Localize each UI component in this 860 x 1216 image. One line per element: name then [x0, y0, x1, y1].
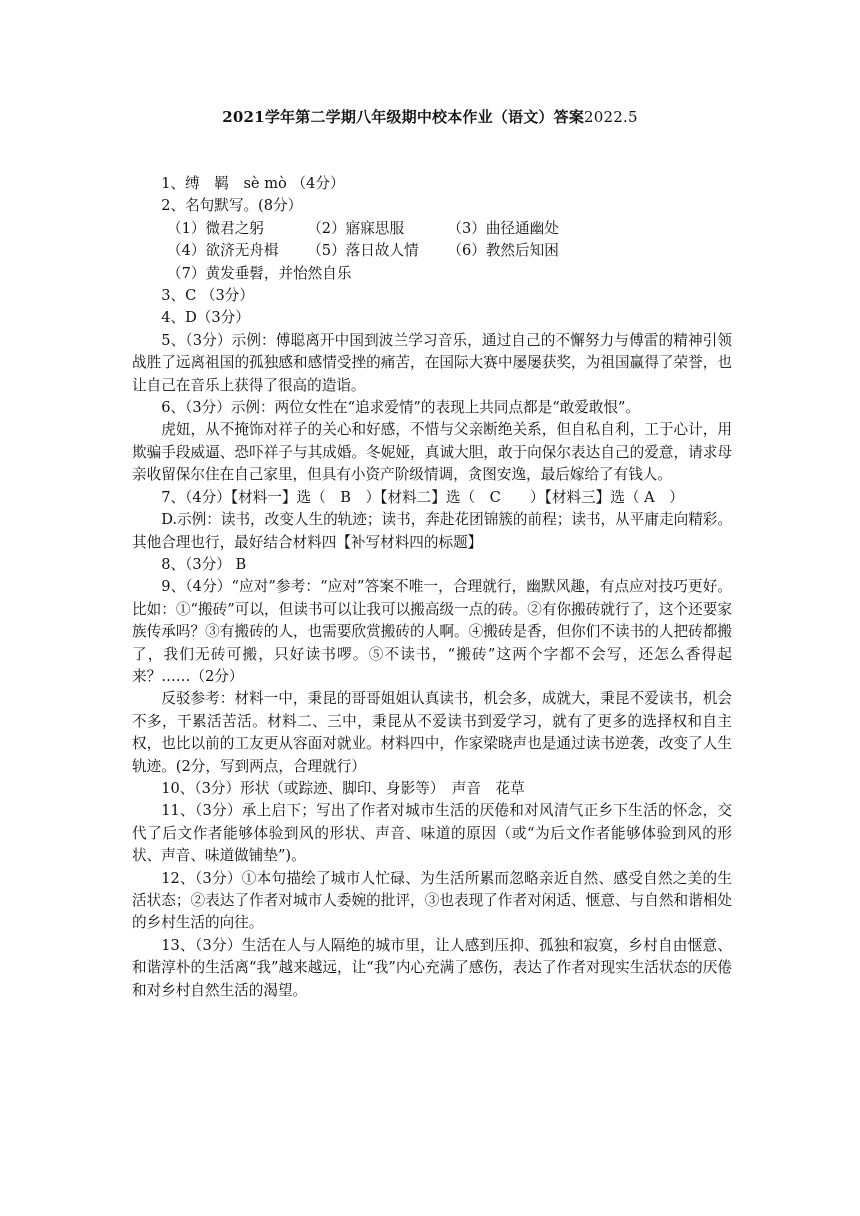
page-title	[0, 106, 860, 127]
answer-q2-row2	[132, 240, 732, 262]
answer-q8: 8、（3分） B	[161, 555, 247, 573]
answer-q2-item: （4）欲济无舟楫	[167, 242, 279, 260]
answer-q7-line2: D.示例：读书，改变人生的轨迹；读书，奔赴花团锦簇的前程；读书，从平庸走向精彩。其他合理也行，最好结合材料四【补写材料四的标题】	[132, 511, 732, 551]
answer-q6-line1: 6、（3分）示例：两位女性在“追求爱情”的表现上共同点都是“敢爱敢恨”。	[161, 399, 641, 417]
answer-q2-item: （6）教然后知困	[447, 242, 559, 260]
answer-q2-row3	[132, 263, 732, 285]
answer-q4: 4、D（3分）	[161, 309, 250, 327]
title-main: 2021学年第二学期八年级期中校本作业（语文）答案	[222, 108, 585, 126]
answer-q2-item: （1）微君之躬	[167, 219, 264, 237]
answer-q2-item: （2）寤寐思服	[307, 219, 405, 237]
answer-q13: 13、（3分）生活在人与人隔绝的城市里，让人感到压抑、孤独和寂寞，乡村自由惬意、和谐淳朴的生活离“我”越来越远，让“我”内心充满了感伤，表达了作者对现实生活状态的厌倦和对乡村自然生活的渴望。	[132, 936, 732, 999]
answer-q9-line1: 9、（4分）“应对”参考：“应对”答案不唯一，合理就行，幽默风趣，有点应对技巧更好。比如：①“搬砖”可以，但读书可以让我可以搬高级一点的砖。②有你搬砖就行了，这个还要家族传承吗？③有搬砖的人，也需要欣赏搬砖的人啊。④搬砖是香，但你们不读书的人把砖都搬了，我们无砖可搬，只好读书啰。⑤不读书，“搬砖”这两个字都不会写，还怎么香得起来？……（2分）	[132, 578, 732, 685]
answer-q2-item: （3）曲径通幽处	[447, 219, 559, 237]
answer-q3: 3、C （3分）	[161, 287, 254, 305]
answer-q12: 12、（3分）①本句描绘了城市人忙碌、为生活所累而忽略亲近自然、感受自然之美的生活状态；②表达了作者对城市人委婉的批评，③也表现了作者对闲适、惬意、与自然和谐相处的乡村生活的向往。	[132, 869, 732, 932]
answer-q2-heading: 2、名句默写。(8分）	[161, 197, 303, 215]
answer-q9-line2: 反驳参考：材料一中，秉昆的哥哥姐姐认真读书，机会多，成就大，秉昆不爱读书，机会不多，干累活苦活。材料二、三中，秉昆从不爱读书到爱学习，就有了更多的选择权和自主权，也比以前的工友更从容面对就业。材料四中，作家梁晓声也是通过读书逆袭，改变了人生轨迹。(2分，写到两点，合理就行）	[132, 690, 732, 775]
answer-q2-row1	[132, 218, 732, 240]
answer-q2-item: （5）落日故人情	[307, 242, 419, 260]
answer-q5: 5、（3分）示例：傅聪离开中国到波兰学习音乐，通过自己的不懈努力与傅雷的精神引领战胜了远离祖国的孤独感和感情受挫的痛苦，在国际大赛中屡屡获奖，为祖国赢得了荣誉，也让自己在音乐上获得了很高的造诣。	[132, 331, 732, 394]
answer-q10: 10、（3分）形状（或踪迹、脚印、身影等） 声音 花草	[161, 779, 525, 797]
answer-q7-line1: 7、（4分）【材料一】选（ B ）【材料二】选（ C ）【材料三】选（ A ）	[161, 488, 684, 506]
title-date: 2022.5	[584, 108, 638, 126]
answer-q1: 1、缚 羁 sè mò （4分）	[161, 175, 345, 192]
answer-q2-item: （7）黄发垂髫，并怡然自乐	[167, 264, 352, 282]
answer-body	[132, 173, 732, 1002]
answer-q6-line2: 虎妞，从不掩饰对祥子的关心和好感，不惜与父亲断绝关系，但自私自利，工于心计，用欺骗手段威逼、恐吓祥子与其成婚。冬妮娅，真诚大胆，敢于向保尔表达自己的爱意，请求母亲收留保尔住在自己家里，但具有小资产阶级情调，贪图安逸，最后嫁给了有钱人。	[132, 421, 732, 484]
answer-q11: 11、（3分）承上启下；写出了作者对城市生活的厌倦和对风清气正乡下生活的怀念，交代了后文作者能够体验到风的形状、声音、味道的原因（或“为后文作者能够体验到风的形状、声音、味道做铺垫”)。	[132, 802, 732, 865]
